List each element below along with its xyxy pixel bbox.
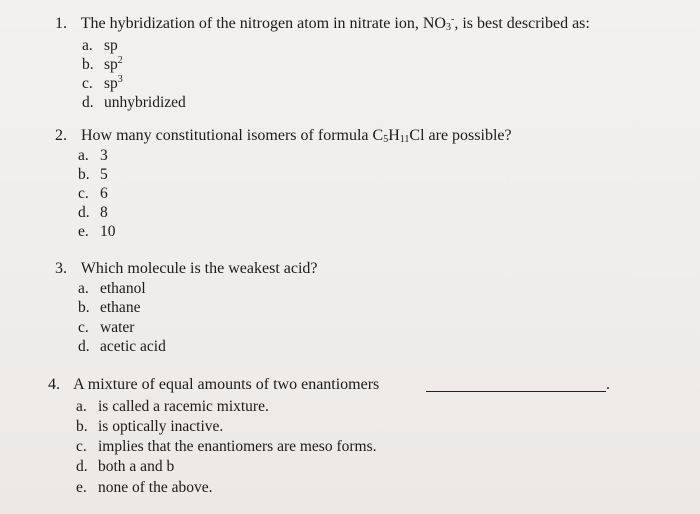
question-1-option-d: d. unhybridized [82,94,186,111]
question-3-option-c: c. water [78,319,135,336]
question-2-option-d: d. 8 [78,204,108,221]
question-2-option-a: a. 3 [78,147,108,164]
question-3-option-b: b. ethane [78,299,141,316]
question-3-option-d: d. acetic acid [78,338,166,355]
question-4-option-b: b. is optically inactive. [76,418,224,435]
question-1-option-a: a. sp [82,37,118,54]
question-1-stem: 1. The hybridization of the nitrogen atom in nitrate ion, $NO_3^-$, is best described as: [55,14,590,33]
question-4-option-d: d. both a and b [76,458,175,475]
question-2-option-b: b. 5 [78,166,108,183]
question-2-stem: 2. How many constitutional isomers of formula $C_5H_{11}Cl$ are possible? [55,127,512,145]
question-4-stem: 4. A mixture of equal amounts of two enantiomers [48,376,380,393]
question-4-option-e: e. none of the above. [76,479,213,496]
question-1-option-c: c. $sp^3$ [82,74,123,92]
question-4-option-a: a. is called a racemic mixture. [76,398,269,415]
question-4-option-c: c. implies that the enantiomers are meso forms. [76,438,377,455]
question-1-option-b: b. $sp^2$ [82,55,123,73]
question-3-stem: 3. Which molecule is the weakest acid? [55,260,318,277]
answer-blank-line [426,391,606,392]
question-3-option-a: a. ethanol [78,280,146,297]
question-2-option-e: e. 10 [78,223,116,240]
question-4-stem-end: . [606,376,610,393]
question-2-option-c: c. 6 [78,185,108,202]
